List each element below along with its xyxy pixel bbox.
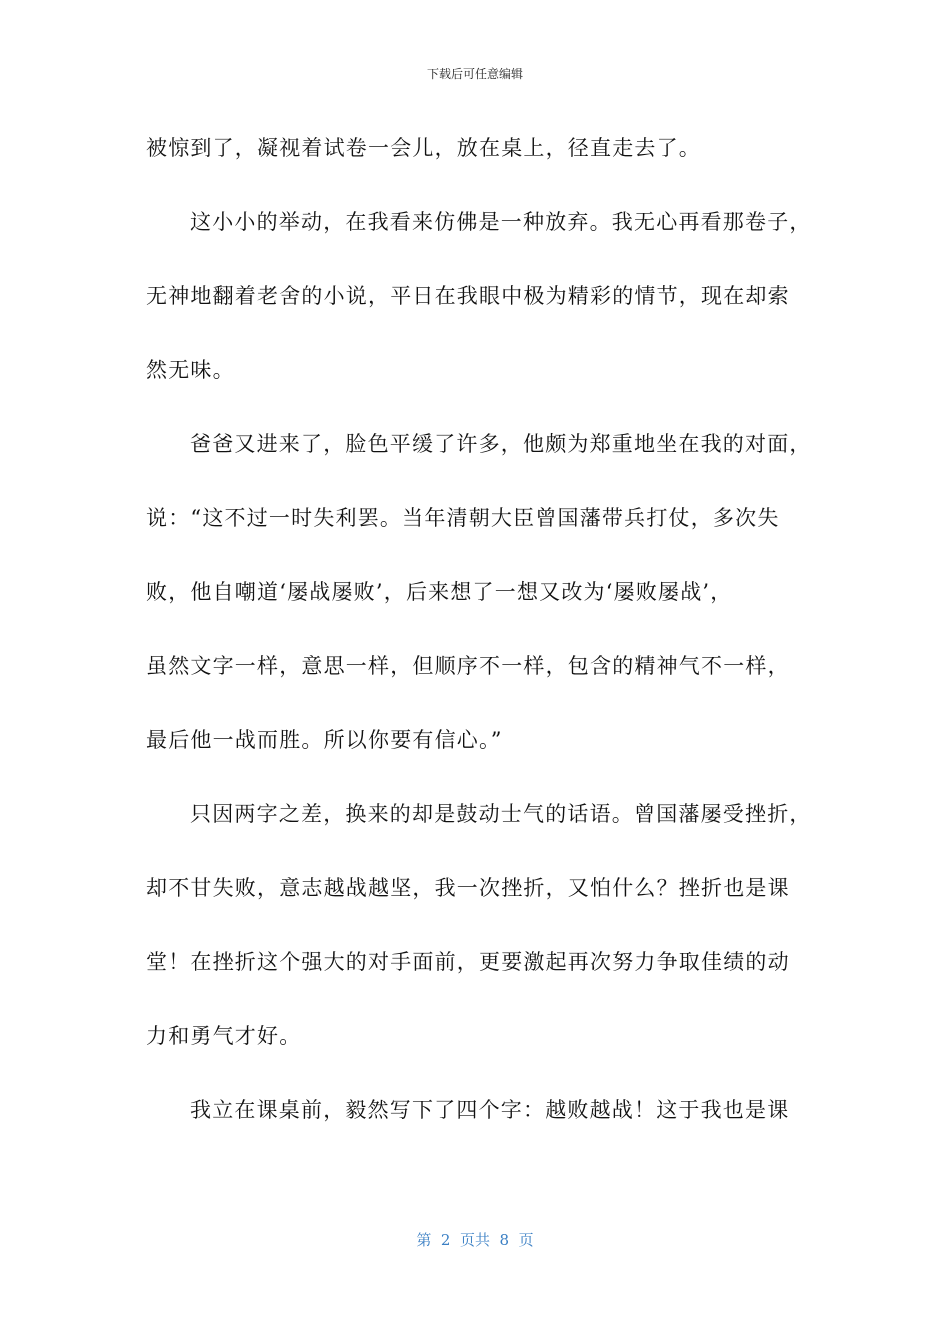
- paragraph-start-line: 只因两字之差，换来的却是鼓动士气的话语。曾国藩屡受挫折，: [190, 802, 812, 826]
- paragraph-start-line: 这小小的举动，在我看来仿佛是一种放弃。我无心再看那卷子，: [190, 210, 812, 234]
- paragraph-start-line: 爸爸又进来了，脸色平缓了许多，他颇为郑重地坐在我的对面，: [190, 432, 812, 456]
- text-line: 然无味。: [146, 358, 235, 382]
- text-line: 堂！在挫折这个强大的对手面前，更要激起再次努力争取佳绩的动: [146, 950, 790, 974]
- text-line: 被惊到了，凝视着试卷一会儿，放在桌上，径直走去了。: [146, 136, 701, 160]
- page-header: 下载后可任意编辑: [426, 67, 523, 81]
- document-body: [146, 128, 812, 1164]
- text-line: 最后他一战而胜。所以你要有信心。”: [146, 728, 503, 752]
- text-line: 无神地翻着老舍的小说，平日在我眼中极为精彩的情节，现在却索: [146, 284, 790, 308]
- text-line: 败，他自嘲道‘屡战屡败’，后来想了一想又改为‘屡败屡战’，: [146, 580, 733, 604]
- text-line: 却不甘失败，意志越战越坚，我一次挫折，又怕什么？挫折也是课: [146, 876, 790, 900]
- text-line: 说：“这不过一时失利罢。当年清朝大臣曾国藩带兵打仗，多次失: [146, 506, 780, 530]
- paragraph-start-line: 我立在课桌前，毅然写下了四个字：越败越战！这于我也是课: [190, 1098, 790, 1122]
- text-line: 虽然文字一样，意思一样，但顺序不一样，包含的精神气不一样，: [146, 654, 790, 678]
- text-line: 力和勇气才好。: [146, 1024, 302, 1048]
- page-number-footer: 第 2 页共 8 页: [416, 1231, 534, 1249]
